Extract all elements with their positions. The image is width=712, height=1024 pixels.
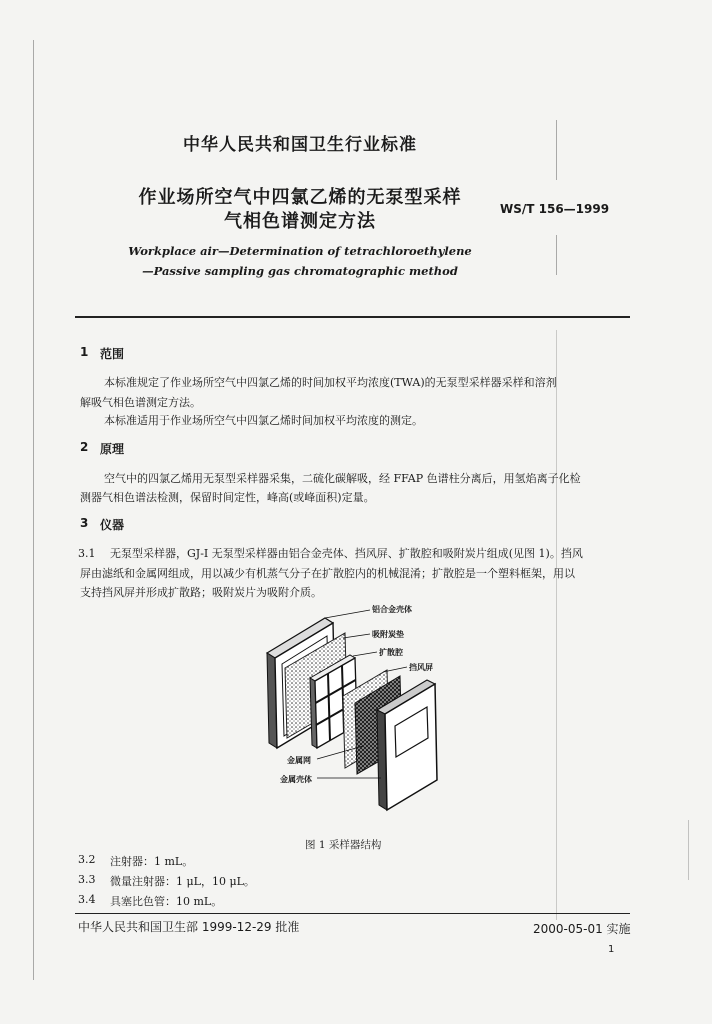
section-number: 2 (80, 440, 89, 454)
item-number: 3.1 (78, 547, 96, 560)
effective-date: 2000-05-01 实施 (533, 922, 631, 936)
paragraph-line: 测器气相色谱法检测，保留时间定性，峰高(或峰面积)定量。 (80, 491, 375, 504)
paragraph-line: 本标准适用于作业场所空气中四氯乙烯时间加权平均浓度的测定。 (104, 414, 423, 427)
paragraph-line: 支持挡风屏并形成扩散路；吸附炭片为吸附介质。 (80, 586, 322, 599)
section-number: 3 (80, 516, 89, 530)
label-metal-mesh: 金属网 (287, 756, 311, 765)
section-heading: 范围 (100, 347, 125, 361)
standard-code: WS/T 156—1999 (500, 202, 610, 216)
issuing-organization: 中华人民共和国卫生行业标准 (183, 135, 417, 155)
item-number: 3.2 (78, 853, 96, 866)
label-wind-screen: 挡风屏 (409, 663, 433, 672)
paragraph-line: 无泵型采样器，GJ-I 无泵型采样器由铝合金壳体、挡风屏、扩散腔和吸附炭片组成(见图 1)。挡风 (110, 547, 583, 560)
item-text: 具塞比色管：10 mL。 (110, 895, 223, 908)
paragraph-line: 本标准规定了作业场所空气中四氯乙烯的时间加权平均浓度(TWA)的无泵型采样器采样和溶剂 (104, 376, 557, 389)
section-heading: 仪器 (100, 518, 125, 532)
label-adsorbent-pad: 吸附炭垫 (372, 630, 404, 639)
leader-line (343, 634, 370, 638)
item-text: 微量注射器：1 μL，10 μL。 (110, 875, 255, 888)
title-en-line2: —Passive sampling gas chromatographic method (142, 264, 458, 278)
scan-mark (556, 330, 557, 920)
footer-divider (75, 913, 630, 914)
label-aluminum-shell: 铝合金壳体 (372, 605, 412, 614)
figure-caption: 图 1 采样器结构 (305, 839, 382, 851)
scan-edge-line (33, 40, 34, 980)
page-number: 1 (608, 944, 615, 955)
title-zh-line1: 作业场所空气中四氯乙烯的无泵型采样 (138, 187, 462, 208)
item-text: 注射器：1 mL。 (110, 855, 194, 868)
sampler-structure-figure (255, 598, 455, 823)
scan-mark (688, 820, 689, 880)
item-number: 3.4 (78, 893, 96, 906)
item-number: 3.3 (78, 873, 96, 886)
paragraph-line: 屏由滤纸和金属网组成，用以减少有机蒸气分子在扩散腔内的机械混淆；扩散腔是一个塑料框架，用以 (80, 567, 575, 580)
title-en-line1: Workplace air—Determination of tetrachloroethylene (128, 244, 472, 258)
paragraph-line: 空气中的四氯乙烯用无泵型采样器采集，二硫化碳解吸，经 FFAP 色谱柱分离后，用氢焰离子化检 (104, 472, 581, 485)
section-heading: 原理 (100, 442, 125, 456)
leader-line (383, 667, 407, 672)
leader-line (353, 652, 377, 656)
approval-statement: 中华人民共和国卫生部 1999-12-29 批准 (78, 920, 300, 934)
header-divider (75, 316, 630, 318)
label-diffusion-chamber: 扩散腔 (379, 648, 403, 657)
leader-line (325, 610, 370, 618)
label-metal-shell: 金属壳体 (280, 775, 312, 784)
title-zh-line2: 气相色谱测定方法 (224, 211, 376, 232)
section-number: 1 (80, 345, 89, 359)
paragraph-line: 解吸气相色谱测定方法。 (80, 396, 201, 409)
